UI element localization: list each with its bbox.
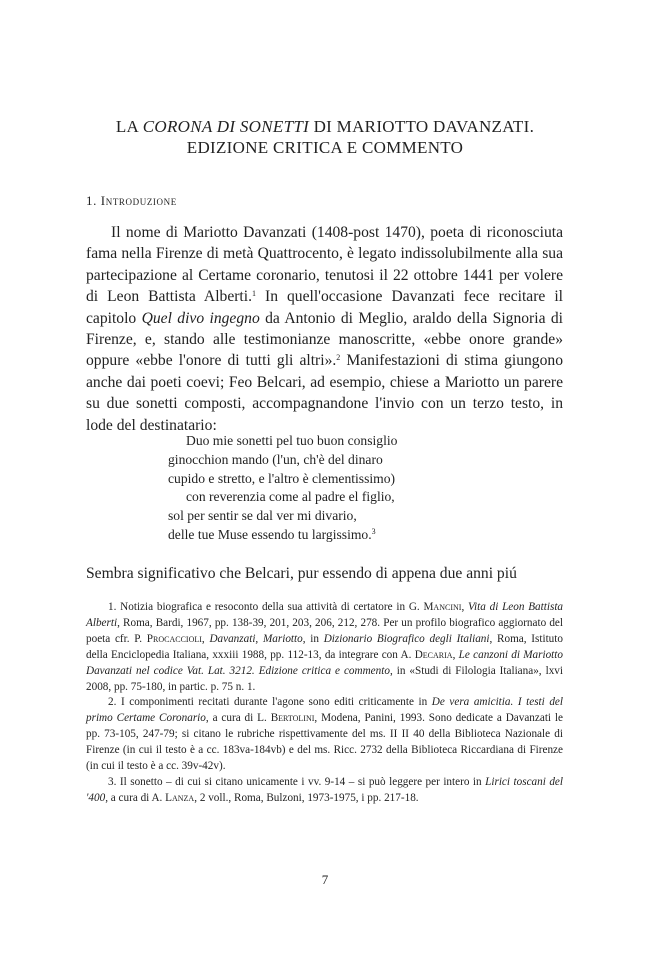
footnote-ref-2: 2: [336, 353, 341, 363]
verse-line: sol per sentir se dal ver mi divario,: [168, 508, 357, 524]
verse-line: delle tue Muse essendo tu largissimo.$^3$: [168, 526, 376, 542]
page-number: 7: [321, 872, 329, 887]
verse-line: con reverenzia come al padre el figlio,: [186, 489, 395, 505]
footnote-2: 2. I componimenti recitati durante l'agone sono editi criticamente in De vera amicitia. I testi del primo Certame Coronario, a cura di L. Bertolini, Modena, Panini, 1993. Sono dedicate a Davanzati le pp. 73-105, 247-79; si citano le rubriche rispettivamente del ms. II II 40 della Biblioteca Nazionale di Firenze (in cui il testo è a cc. 183va-184vb) e del ms. Ricc. 2732 della Biblioteca Riccardiana di Firenze (in cui il testo è a cc. 39v-42v).: [86, 696, 563, 773]
footnotes: [86, 600, 563, 807]
body-continuation: Sembra significativo che Belcari, pur essendo di appena due anni piú: [86, 565, 517, 582]
footnote-ref-1: 1: [252, 289, 257, 299]
verse-line: ginocchion mando (l'un, ch'è del dinaro: [168, 451, 383, 467]
section-heading: 1. Introduzione: [86, 193, 177, 208]
verse-line: cupido e stretto, e l'altro è clementissimo): [168, 470, 396, 486]
footnote-ref-3: 3: [371, 526, 376, 536]
verse-line: Duo mie sonetti pel tuo buon consiglio: [186, 433, 398, 448]
chapter-title-line-2: EDIZIONE CRITICA E COMMENTO: [186, 138, 464, 157]
verse-quotation: [168, 432, 397, 545]
chapter-title: [0, 116, 650, 158]
footnote-1: 1. Notizia biografica e resoconto della sua attività di certatore in G. Mancini, Vita di Leon Battista Alberti, Roma, Bardi, 1967, pp. 138-39, 201, 203, 206, 212, 278. Per un profilo biografico aggiornato del poeta cfr. P. Procaccioli, Davanzati, Mariotto, in Dizionario Biografico degli Italiani, Roma, Istituto della Enciclopedia Italiana, xxxiii 1988, pp. 112-13, da integrare con A. Decaria, Le canzoni di Mariotto Davanzati nel codice Vat. Lat. 3212. Edizione critica e commento, in «Studi di Filologia Italiana», lxvi 2008, pp. 75-180, in partic. p. 75 n. 1.: [86, 601, 564, 693]
body-paragraph: Il nome di Mariotto Davanzati (1408-post 1470), poeta di riconosciuta fama nella Firenze di metà Quattrocento, è legato indissolubilmente alla sua partecipazione al Certame coronario, tenutosi il 22 ottobre 1441 per volere di Leon Battista Alberti.$^1$ In quell'occasione Davanzati fece recitare il capitolo Quel divo ingegno da Antonio di Meglio, araldo della Signoria di Firenze, e, stando alle testimonianze manoscritte, «ebbe onore grande» oppure «ebbe l'onore di tutti gli altri».$^2$ Manifestazioni di stima giungono anche dai poeti coevi; Feo Belcari, ad esempio, chiese a Mariotto un parere su due sonetti composti, accompagnandone l'invio con un terzo testo, in lode del destinatario:: [86, 224, 563, 434]
footnote-3: 3. Il sonetto – di cui si citano unicamente i vv. 9-14 – si può leggere per intero in Lirici toscani del '400, a cura di A. Lanza, 2 voll., Roma, Bulzoni, 1973-1975, i pp. 217-18.: [86, 775, 563, 804]
chapter-title-line-1: LA CORONA DI SONETTI DI MARIOTTO DAVANZATI.: [115, 117, 535, 136]
